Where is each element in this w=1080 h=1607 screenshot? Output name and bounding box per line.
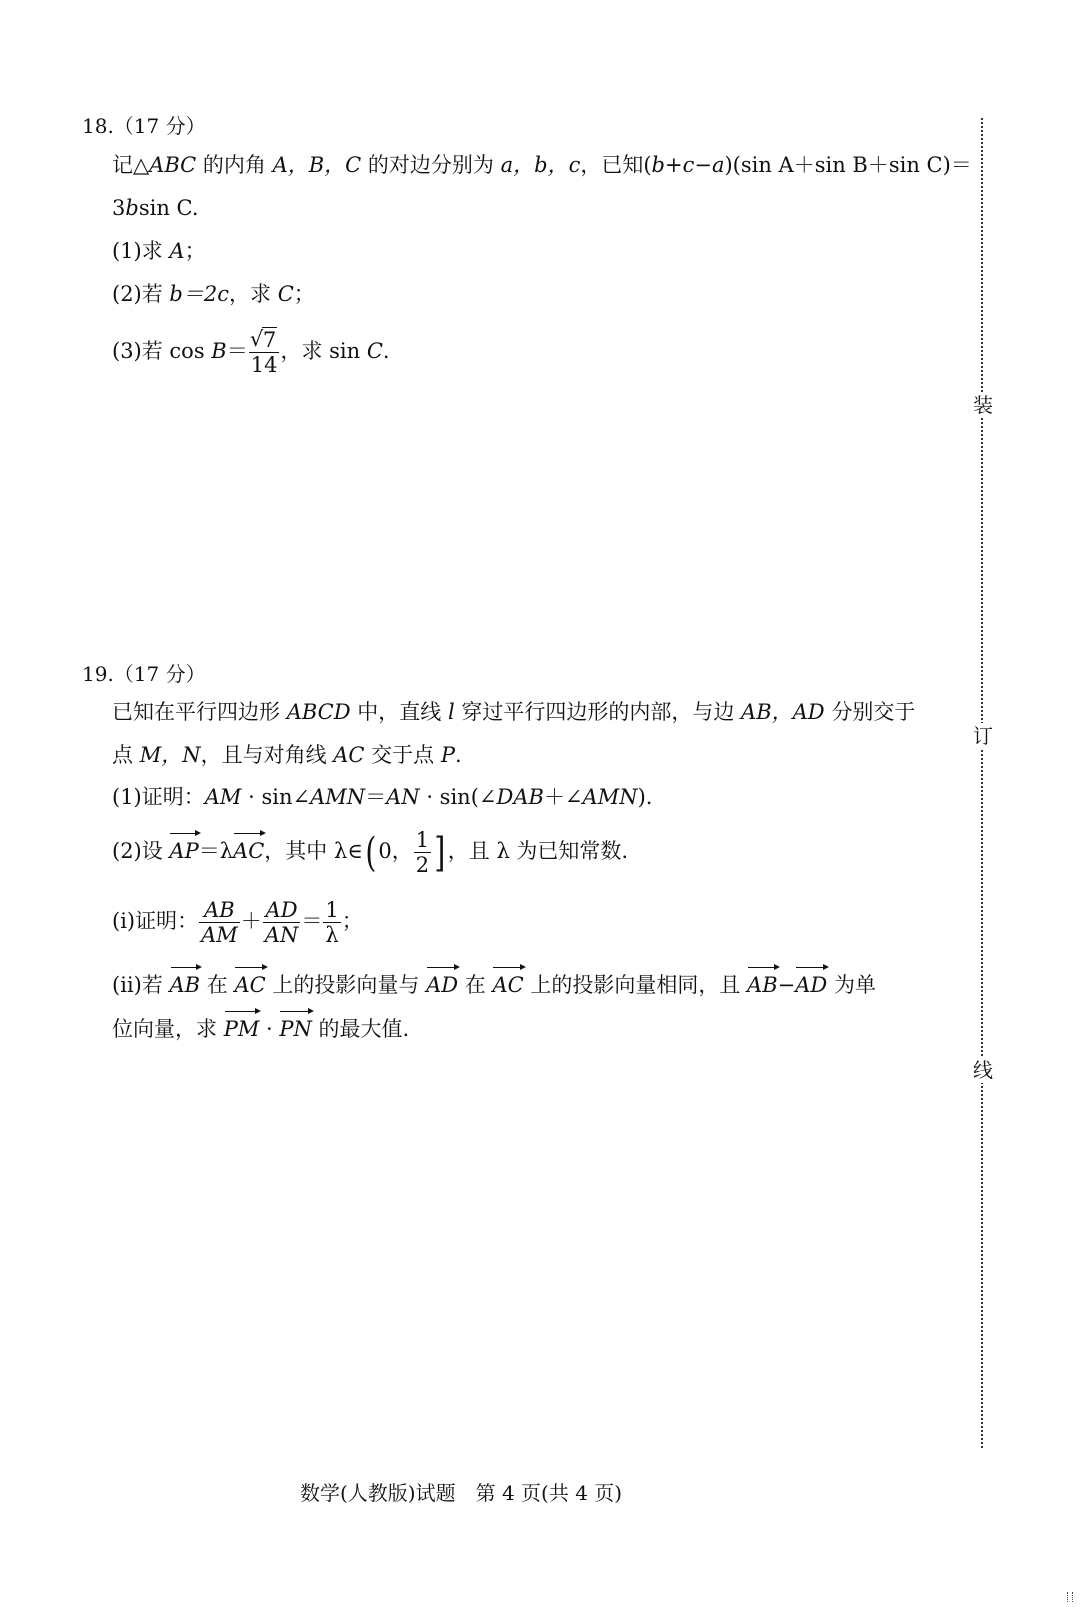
fraction-sqrt7-over-14: √ $\frac{7}{14}$ — [249, 328, 280, 377]
fraction-one-over-lambda: $\frac{1}{\lambda}$ — [325, 898, 339, 947]
q19-stem-line1: 已知在平行四边形 ABCD 中，直线 l 穿过平行四边形的内部，与边 AB，AD 分别交于 — [112, 700, 916, 724]
q19-part2-ii-line2: 位向量，求 PM · PN 的最大值. — [112, 1008, 409, 1044]
binding-char-ding: 订 — [973, 724, 993, 748]
binding-char-zhuang: 装 — [973, 393, 993, 417]
q19-stem-line2: 点 M，N，且与对角线 AC 交于点 P. — [112, 743, 462, 767]
q18-part3: (3)若 cos B＝ √ $\frac{7}{14}$ ，求 sin C. — [112, 328, 390, 377]
q19-heading: 19.（17 分） — [82, 662, 206, 686]
page-footer: 数学(人教版)试题 第 4 页(共 4 页) — [300, 1481, 623, 1505]
binding-dotted-line — [981, 118, 983, 1448]
q19-part2: (2)设 AP＝λAC，其中 λ∈( 0， $\frac{1}{2}$ ] ，且 λ 为已知常数. — [112, 828, 629, 877]
q18-stem-line1: 记△ABC 的内角 A，B，C 的对边分别为 a，b，c，已知(b+c−a)(sin A＋sin B＋sin C)＝ — [112, 153, 972, 177]
q19-part2-i: (ⅰ)证明： $\frac{AB}{AM}$ ＋ $\frac{AD}{AN}$ ＝ $\frac{1}{\lambda}$ ； — [112, 898, 363, 947]
q18-part2: (2)若 b＝2c，求 C； — [112, 282, 315, 306]
q18-heading: 18.（17 分） — [82, 114, 206, 138]
edge-marks — [1067, 1592, 1073, 1602]
fraction-ad-over-an: $\frac{AD}{AN}$ — [264, 898, 299, 947]
q18-part1: (1)求 A； — [112, 239, 206, 263]
q19-part1: (1)证明：AM · sin∠AMN＝AN · sin(∠DAB＋∠AMN). — [112, 785, 653, 809]
q18-stem-line2: 3bsin C. — [112, 196, 199, 220]
fraction-ab-over-am: $\frac{AB}{AM}$ — [201, 898, 238, 947]
fraction-one-half: $\frac{1}{2}$ — [415, 828, 430, 877]
binding-char-xian: 线 — [973, 1058, 993, 1082]
q19-part2-ii-line1: (ⅱ)若 AB 在 AC 上的投影向量与 AD 在 AC 上的投影向量相同，且 AB−AD 为单 — [112, 964, 876, 1000]
